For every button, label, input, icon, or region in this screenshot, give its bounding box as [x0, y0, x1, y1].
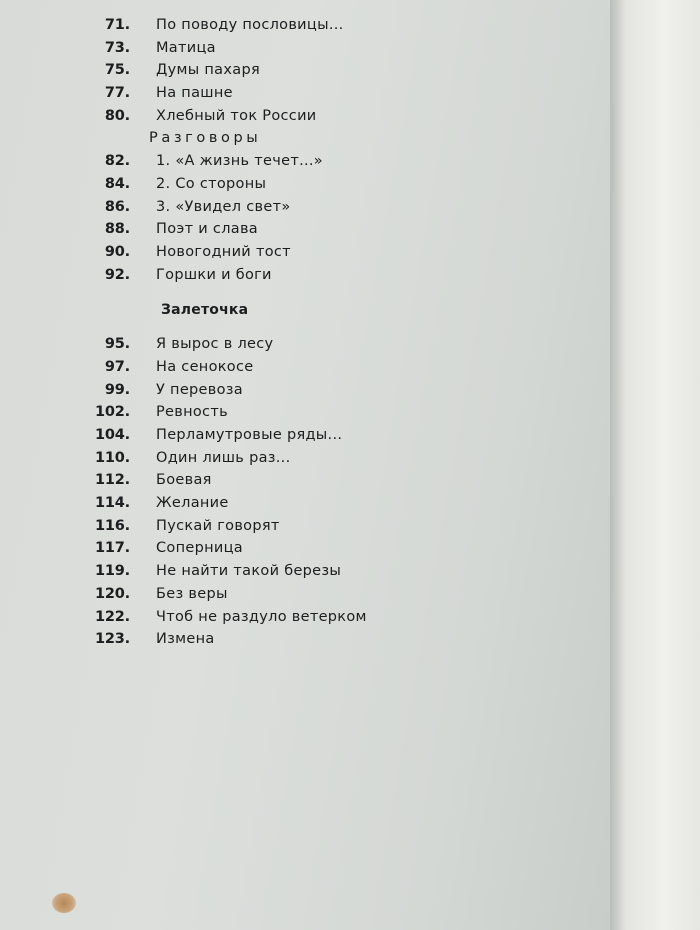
toc-entry: [0, 173, 600, 196]
toc-entry: [0, 150, 600, 173]
entry-title: Перламутровые ряды...: [156, 427, 343, 443]
page-number: 99.: [104, 381, 130, 398]
subsection-heading: [0, 127, 600, 150]
page-number: 116.: [95, 517, 130, 534]
toc-entry: [0, 560, 600, 583]
page-number: 90.: [104, 243, 130, 260]
page-number: 114.: [95, 495, 130, 512]
page-number: 97.: [104, 358, 130, 375]
toc-entry: [0, 196, 600, 219]
section-title: Залеточка: [161, 302, 249, 319]
entry-title: Горшки и боги: [156, 266, 272, 283]
toc-entry: [0, 264, 600, 287]
entry-title: 2. Со стороны: [156, 175, 267, 192]
toc-entry: [0, 515, 600, 538]
toc-entry: [0, 356, 600, 379]
page-number: 92.: [104, 266, 130, 283]
entry-title: Боевая: [156, 472, 212, 489]
page-number: 73.: [104, 39, 130, 56]
entry-title: Пускай говорят: [156, 517, 280, 534]
toc-entry: [0, 628, 600, 651]
page-number: 102.: [95, 404, 130, 421]
entry-title: Не найти такой березы: [156, 563, 342, 580]
page-number: 112.: [95, 472, 130, 489]
page-number: 71.: [104, 17, 130, 33]
toc-entry: [0, 401, 600, 424]
page-number: 104.: [95, 427, 130, 443]
toc-entry: [0, 82, 600, 105]
entry-title: Измена: [156, 631, 215, 648]
entry-title: Чтоб не раздуло ветерком: [156, 608, 367, 625]
entry-title: Думы пахаря: [156, 62, 260, 79]
page-number: 82.: [104, 153, 130, 170]
entry-title: Один лишь раз...: [156, 449, 291, 466]
toc-entry: [0, 218, 600, 241]
page-number: 110.: [95, 449, 130, 466]
toc-entry: [0, 37, 600, 60]
toc-entry: [0, 606, 600, 629]
entry-title: Соперница: [156, 540, 243, 557]
section-heading: [0, 286, 600, 333]
toc-entry: [0, 241, 600, 264]
page-number: 95.: [104, 336, 130, 353]
toc-entry: [0, 59, 600, 82]
entry-title: Хлебный ток России: [156, 107, 317, 124]
next-page-edge: [610, 0, 700, 930]
entry-title: 3. «Увидел свет»: [156, 198, 291, 215]
paper-stain: [52, 893, 76, 913]
entry-title: Новогодний тост: [156, 243, 291, 260]
entry-title: По поводу пословицы...: [156, 17, 344, 33]
entry-title: Желание: [156, 495, 229, 512]
entry-title: На сенокосе: [156, 358, 254, 375]
page-number: 77.: [104, 85, 130, 102]
toc-entry: [0, 447, 600, 470]
page-number: 119.: [95, 563, 130, 580]
page-number: 117.: [95, 540, 130, 557]
page-number: 80.: [104, 107, 130, 124]
toc-entry: [0, 333, 600, 356]
toc-entry: [0, 14, 600, 37]
toc-entry: [0, 492, 600, 515]
entry-title: У перевоза: [156, 381, 243, 398]
toc-entry: [0, 379, 600, 402]
toc-entry: [0, 105, 600, 128]
page-number: 122.: [95, 608, 130, 625]
table-of-contents: [0, 14, 600, 651]
entry-title: 1. «А жизнь течет...»: [156, 153, 323, 170]
toc-entry: [0, 469, 600, 492]
toc-entry: [0, 583, 600, 606]
entry-title: Без веры: [156, 585, 228, 602]
entry-title: Поэт и слава: [156, 221, 258, 238]
page-number: 84.: [104, 175, 130, 192]
toc-entry: [0, 424, 600, 447]
subsection-title: Разговоры: [149, 130, 262, 147]
entry-title: Я вырос в лесу: [156, 336, 274, 353]
page-number: 120.: [95, 585, 130, 602]
entry-title: Матица: [156, 39, 216, 56]
page-number: 88.: [104, 221, 130, 238]
entry-title: Ревность: [156, 404, 228, 421]
page-number: 86.: [104, 198, 130, 215]
entry-title: На пашне: [156, 85, 233, 102]
page-number: 75.: [104, 62, 130, 79]
page-number: 123.: [95, 631, 130, 648]
toc-entry: [0, 537, 600, 560]
